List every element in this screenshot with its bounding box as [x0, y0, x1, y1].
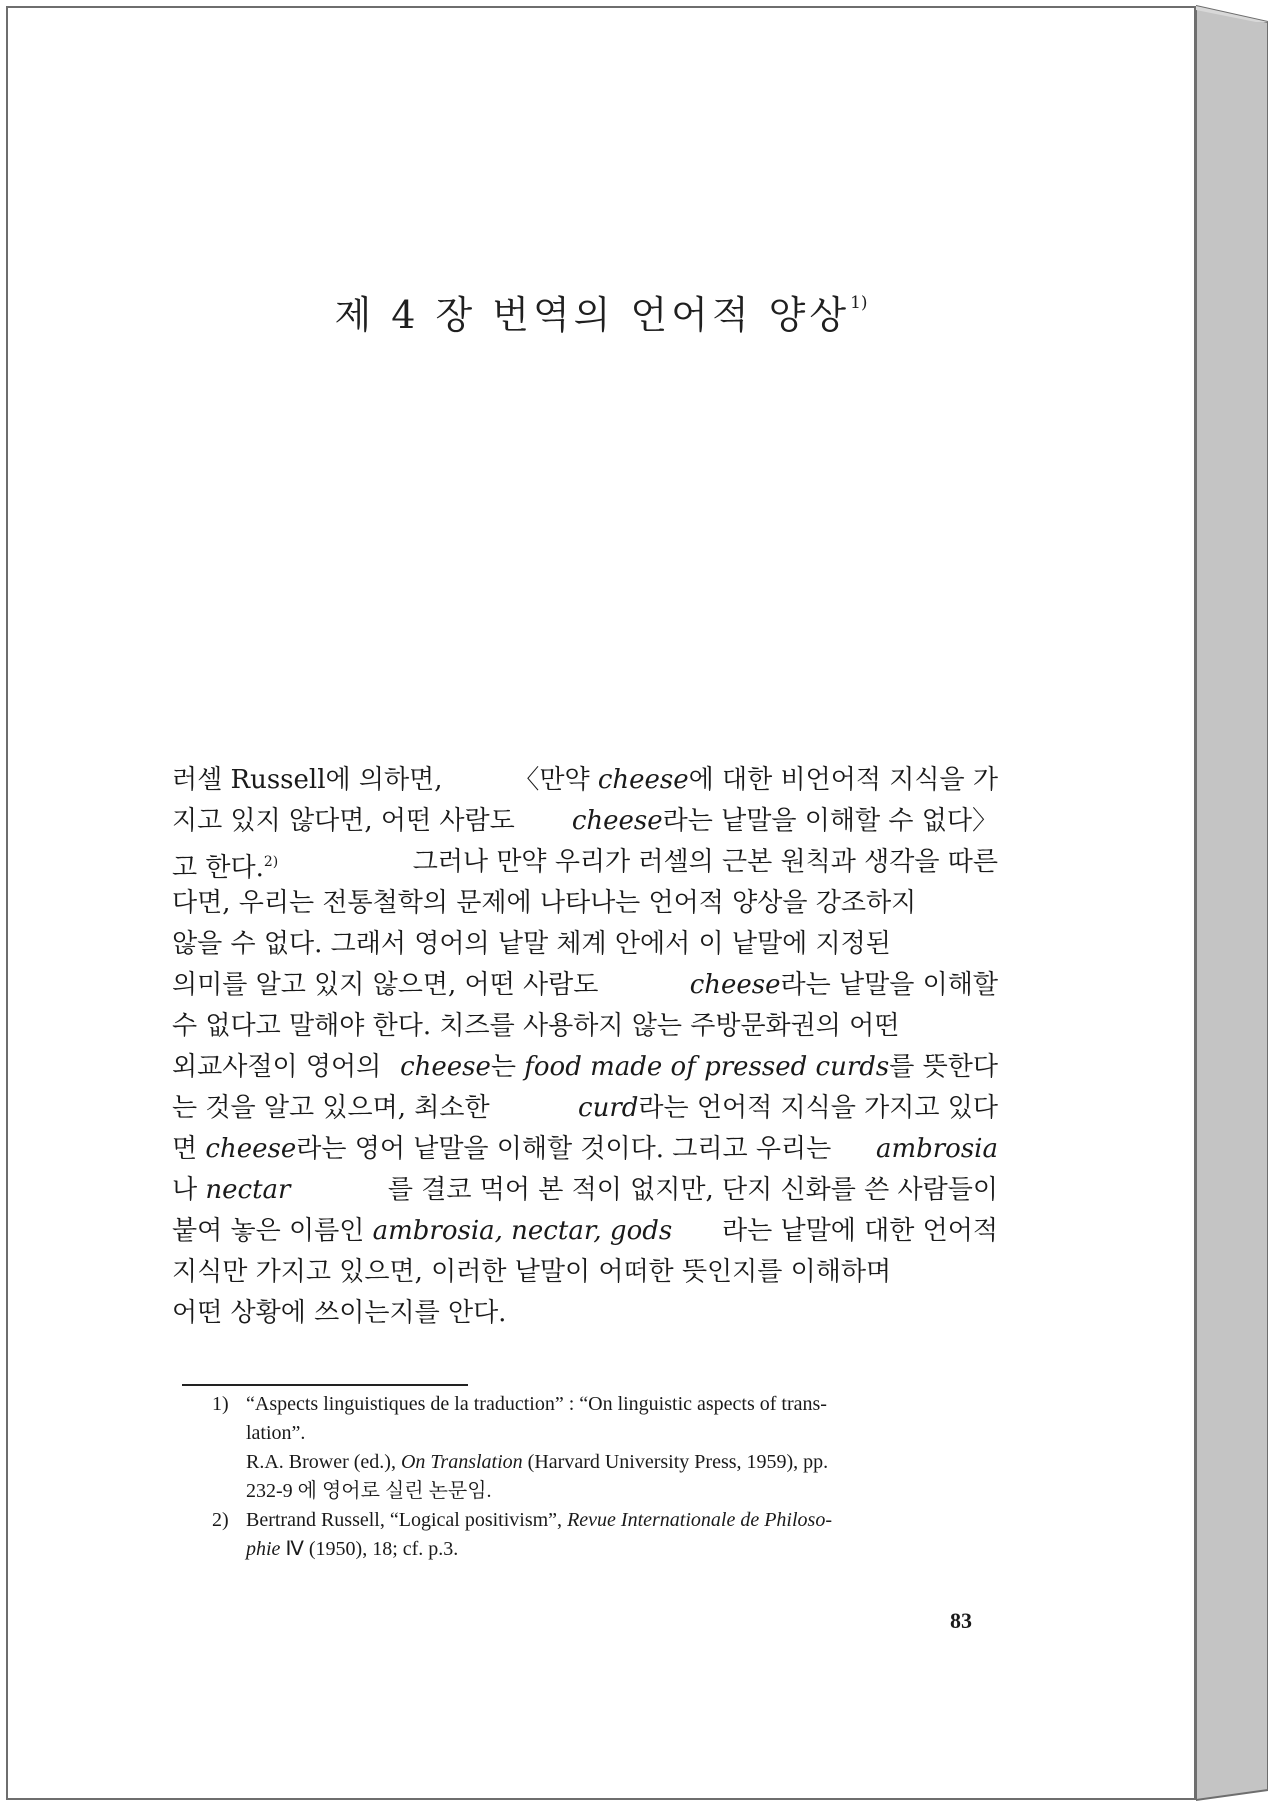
text-run: 외교사절이 영어의 — [172, 1052, 382, 1082]
text-run: 를 결코 먹어 본 적이 없지만, 단지 신화를 쓴 사람들이 — [387, 1175, 998, 1205]
footnote-line: Bertrand Russell, “Logical positivism”, Revue Internationale de Philoso- — [246, 1509, 832, 1531]
term-italic: curd — [578, 1093, 639, 1123]
text-run: 는 것을 알고 있으며, 최소한 — [172, 1093, 490, 1123]
text-run: 면 cheese라는 영어 낱말을 이해할 것이다. 그리고 우리는 — [172, 1134, 832, 1164]
text-run: 않을 수 없다. 그래서 영어의 낱말 체계 안에서 이 낱말에 지정된 — [172, 929, 891, 959]
book-page — [6, 6, 1196, 1800]
text-run: 러셀 Russell에 의하면, — [172, 765, 443, 795]
footnote-line: lation”. — [246, 1422, 306, 1444]
footnote-line: “Aspects linguistiques de la traduction” : “On linguistic aspects of trans- — [246, 1393, 827, 1415]
body-line — [172, 760, 998, 801]
chapter-title — [8, 284, 1194, 339]
term-italic: cheese — [571, 806, 663, 836]
body-line — [172, 1252, 998, 1293]
text-run: 수 없다고 말해야 한다. 치즈를 사용하지 않는 주방문화권의 어떤 — [172, 1011, 900, 1041]
body-line — [172, 1129, 998, 1170]
body-line — [172, 965, 998, 1006]
text-run: 어떤 상황에 쓰이는지를 안다. — [172, 1298, 507, 1328]
text-run: 나 nectar — [172, 1175, 291, 1205]
text-run: 그러나 만약 우리가 러셀의 근본 원칙과 생각을 따른 — [412, 847, 998, 877]
term-italic: cheese — [597, 765, 689, 795]
body-line — [172, 1047, 998, 1088]
body-line — [172, 1088, 998, 1129]
text-run: 고 한다.$^{2)}$ — [172, 853, 279, 883]
text-run: cheese라는 낱말을 이해할 — [689, 970, 998, 1000]
page-number: 83 — [950, 1608, 972, 1633]
chapter-title-text: 제 4 장 번역의 언어적 양상 — [334, 293, 851, 337]
term-italic: nectar — [205, 1175, 291, 1205]
body-line — [172, 1293, 998, 1334]
text-run: 의미를 알고 있지 않으면, 어떤 사람도 — [172, 970, 599, 1000]
text-run: 지고 있지 않다면, 어떤 사람도 — [172, 806, 515, 836]
book-edge-graphic — [1196, 0, 1268, 1806]
book-title-italic: On Translation — [400, 1451, 523, 1473]
text-run: 라는 낱말에 대한 언어적 — [722, 1216, 998, 1246]
text-run: curd라는 언어적 지식을 가지고 있다 — [578, 1093, 998, 1123]
journal-title-italic: Revue Internationale de Philoso- — [567, 1509, 832, 1531]
body-paragraph — [172, 760, 998, 1334]
journal-title-italic: phie — [246, 1538, 281, 1560]
body-line — [172, 1170, 998, 1211]
text-run: cheese는 food made of pressed curds를 뜻한다 — [400, 1052, 998, 1082]
footnote-2 — [206, 1506, 999, 1564]
term-italic: cheese — [400, 1052, 491, 1082]
term-italic: food made of pressed curds — [524, 1052, 890, 1082]
body-line — [172, 1006, 998, 1047]
body-line — [172, 842, 998, 883]
footnote-number: 2) — [212, 1509, 229, 1531]
body-line — [172, 883, 998, 924]
body-line — [172, 924, 998, 965]
footnote-line: phie Ⅳ (1950), 18; cf. p.3. — [246, 1538, 459, 1560]
body-line — [172, 1211, 998, 1252]
term-italic: cheese — [689, 970, 781, 1000]
term-italic: cheese — [205, 1134, 297, 1164]
footnote-1 — [206, 1390, 999, 1506]
chapter-footnote-ref: 1) — [850, 293, 868, 313]
text-run: 다면, 우리는 전통철학의 문제에 나타나는 언어적 양상을 강조하지 — [172, 888, 917, 918]
term-italic: ambrosia, nectar, gods — [372, 1216, 673, 1246]
text-run: 붙여 놓은 이름인 ambrosia, nectar, gods — [172, 1216, 673, 1246]
text-run: cheese라는 낱말을 이해할 수 없다〉 — [571, 806, 998, 836]
footnote-line: 232-9 에 영어로 실린 논문임. — [246, 1480, 492, 1502]
footnote-ref: 2) — [263, 854, 279, 870]
text-run: 〈만약 cheese에 대한 비언어적 지식을 가 — [513, 765, 998, 795]
footnote-line: R.A. Brower (ed.), On Translation (Harvard University Press, 1959), pp. — [246, 1451, 829, 1473]
text-run: 지식만 가지고 있으면, 이러한 낱말이 어떠한 뜻인지를 이해하며 — [172, 1257, 892, 1287]
footnote-number: 1) — [212, 1393, 229, 1415]
body-line — [172, 801, 998, 842]
footnotes — [206, 1390, 999, 1564]
footnote-divider — [182, 1384, 468, 1386]
term-italic: ambrosia — [875, 1134, 998, 1164]
